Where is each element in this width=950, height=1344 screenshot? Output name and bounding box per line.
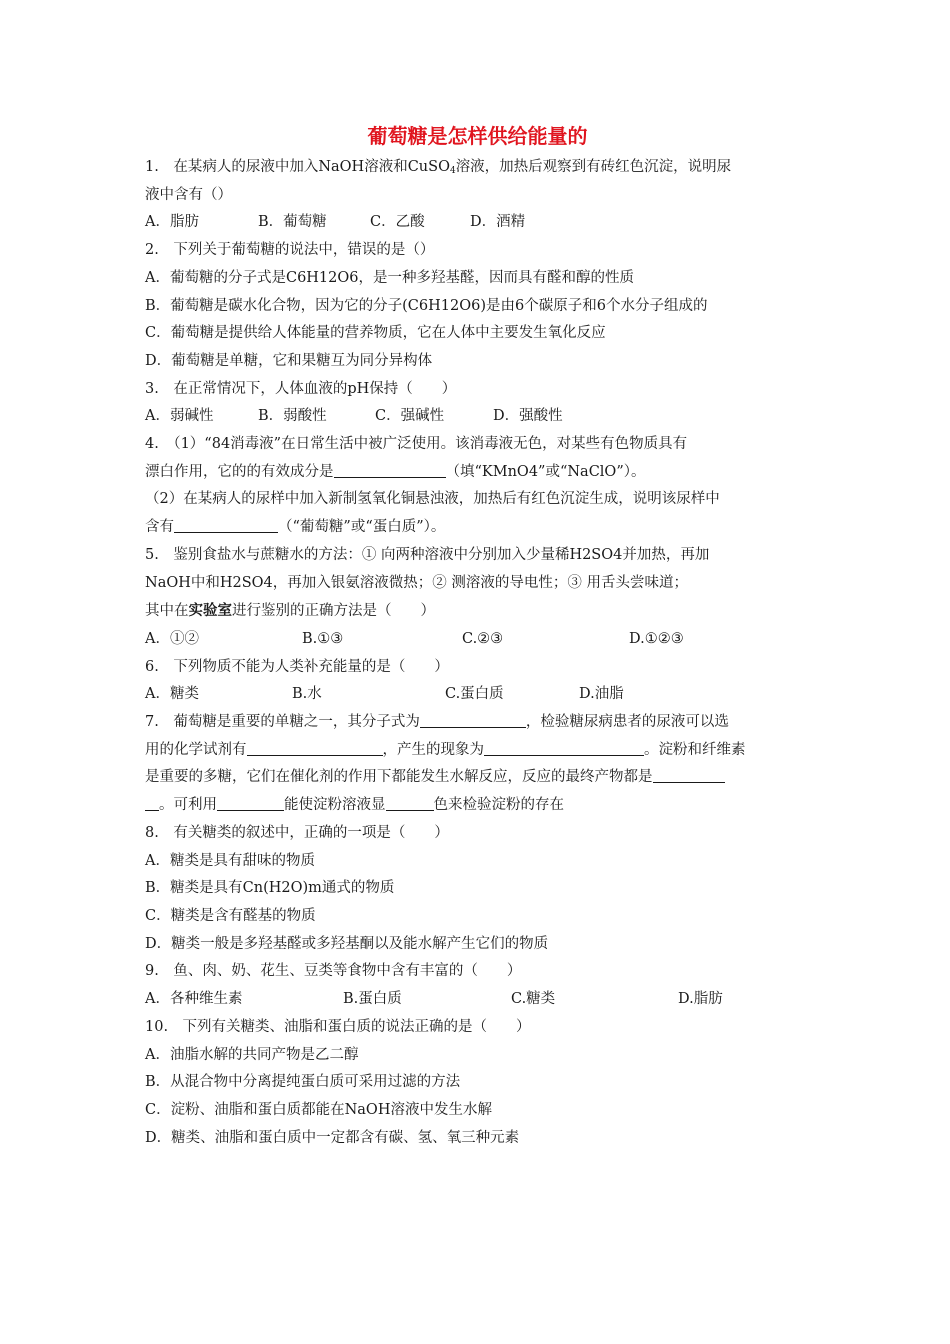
question-1-line-2: 液中含有（） (145, 186, 232, 203)
question-10-option-b: B．从混合物中分离提纯蛋白质可采用过滤的方法 (145, 1074, 461, 1091)
page-title: 葡萄糖是怎样供给能量的 (367, 124, 588, 148)
question-5-options (145, 626, 810, 654)
question-6-stem: 6. 下列物质不能为人类补充能量的是（ ） (145, 658, 449, 675)
question-4-line-1: 4. （1）“84消毒液”在日常生活中被广泛使用。该消毒液无色，对某些有色物质具有 (145, 436, 688, 453)
question-2-option-a: A．葡萄糖的分子式是C6H12O6，是一种多羟基醛，因而具有醛和醇的性质 (145, 269, 634, 286)
answer-blank[interactable] (334, 463, 446, 478)
answer-blank[interactable] (174, 518, 278, 533)
option-c: C．乙酸 (370, 214, 425, 231)
question-3-stem: 3. 在正常情况下，人体血液的pH保持（ ） (145, 380, 457, 397)
question-9-options (145, 986, 810, 1014)
question-3-options (145, 403, 810, 431)
option-d: D.①②③ (629, 630, 684, 647)
option-c: C.糖类 (511, 991, 556, 1008)
question-8-option-b: B．糖类是具有Cn(H2O)m通式的物质 (145, 880, 395, 897)
option-b: B．葡萄糖 (258, 214, 327, 231)
question-7-line-3: 是重要的多糖，它们在催化剂的作用下都能发生水解反应，反应的最终产物都是 (145, 764, 810, 792)
answer-blank[interactable] (484, 741, 644, 756)
question-10-option-a: A．油脂水解的共同产物是乙二醇 (145, 1046, 359, 1063)
option-a: A．各种维生素 (145, 991, 243, 1008)
answer-blank[interactable] (247, 741, 383, 756)
question-4-line-4: 含有 （“葡萄糖”或“蛋白质”）。 (145, 519, 446, 536)
question-1-options (145, 209, 810, 237)
option-b: B.①③ (302, 630, 344, 647)
question-8-option-c: C．糖类是含有醛基的物质 (145, 907, 316, 924)
question-8-option-a: A．糖类是具有甜味的物质 (145, 852, 315, 869)
option-a: A．糖类 (145, 686, 199, 703)
option-d: D.油脂 (579, 686, 624, 703)
question-5-line-1: 5. 鉴别食盐水与蔗糖水的方法：① 向两种溶液中分别加入少量稀H2SO4并加热，再加 (145, 546, 710, 563)
answer-blank-continued[interactable] (145, 796, 159, 811)
option-d: D．酒精 (470, 214, 526, 231)
option-c: C.蛋白质 (445, 686, 504, 703)
option-d: D.脂肪 (678, 991, 723, 1008)
option-c: C.②③ (462, 630, 504, 647)
option-a: A．弱碱性 (145, 408, 214, 425)
option-a: A．脂肪 (145, 214, 199, 231)
question-7-line-1: 7. 葡萄糖是重要的单糖之一，其分子式为 ，检验糖尿病患者的尿液可以选 (145, 714, 729, 731)
question-10-option-c: C．淀粉、油脂和蛋白质都能在NaOH溶液中发生水解 (145, 1101, 492, 1118)
question-10-option-d: D．糖类、油脂和蛋白质中一定都含有碳、氢、氧三种元素 (145, 1129, 520, 1146)
answer-blank[interactable] (653, 768, 725, 783)
question-5-line-2: NaOH中和H2SO4，再加入银氨溶液微热；② 测溶液的导电性；③ 用舌头尝味道； (145, 574, 688, 591)
question-2-option-d: D．葡萄糖是单糖，它和果糖互为同分异构体 (145, 352, 433, 369)
question-1-line-1: 1. 在某病人的尿液中加入NaOH溶液和CuSO$_4$溶液，加热后观察到有砖红色沉淀，说明尿 (145, 159, 732, 176)
question-7-line-2: 用的化学试剂有 ，产生的现象为 。淀粉和纤维素 (145, 741, 746, 758)
question-8-stem: 8. 有关糖类的叙述中，正确的一项是（ ） (145, 824, 449, 841)
option-d: D．强酸性 (493, 408, 563, 425)
question-2-stem: 2. 下列关于葡萄糖的说法中，错误的是（） (145, 242, 435, 259)
question-7-line-4: 。可利用 能使淀粉溶液显 色来检验淀粉的存在 (145, 792, 810, 820)
worksheet (145, 122, 810, 1152)
question-2-option-c: C．葡萄糖是提供给人体能量的营养物质，它在人体中主要发生氧化反应 (145, 325, 606, 342)
option-b: B.蛋白质 (343, 991, 402, 1008)
answer-blank[interactable] (386, 796, 434, 811)
question-5-line-3: 其中在实验室进行鉴别的正确方法是（ ） (145, 602, 435, 620)
option-b: B.水 (292, 686, 322, 703)
emphasis-text: 实验室 (188, 602, 232, 620)
answer-blank[interactable] (217, 796, 284, 811)
question-4-line-3: （2）在某病人的尿样中加入新制氢氧化铜悬浊液，加热后有红色沉淀生成，说明该尿样中 (145, 491, 720, 508)
option-b: B．弱酸性 (258, 408, 327, 425)
option-c: C．强碱性 (375, 408, 445, 425)
question-10-stem: 10. 下列有关糖类、油脂和蛋白质的说法正确的是（ ） (145, 1018, 531, 1035)
question-6-options (145, 681, 810, 709)
answer-blank[interactable] (420, 713, 526, 728)
question-9-stem: 9. 鱼、肉、奶、花生、豆类等食物中含有丰富的（ ） (145, 963, 522, 980)
question-4-line-2: 漂白作用，它的的有效成分是 （填“KMnO4”或“NaClO”）。 (145, 463, 646, 480)
option-a: A．①② (145, 630, 199, 647)
question-2-option-b: B．葡萄糖是碳水化合物，因为它的分子(C6H12O6)是由6个碳原子和6个水分子组成的 (145, 297, 708, 314)
question-8-option-d: D．糖类一般是多羟基醛或多羟基酮以及能水解产生它们的物质 (145, 935, 549, 952)
